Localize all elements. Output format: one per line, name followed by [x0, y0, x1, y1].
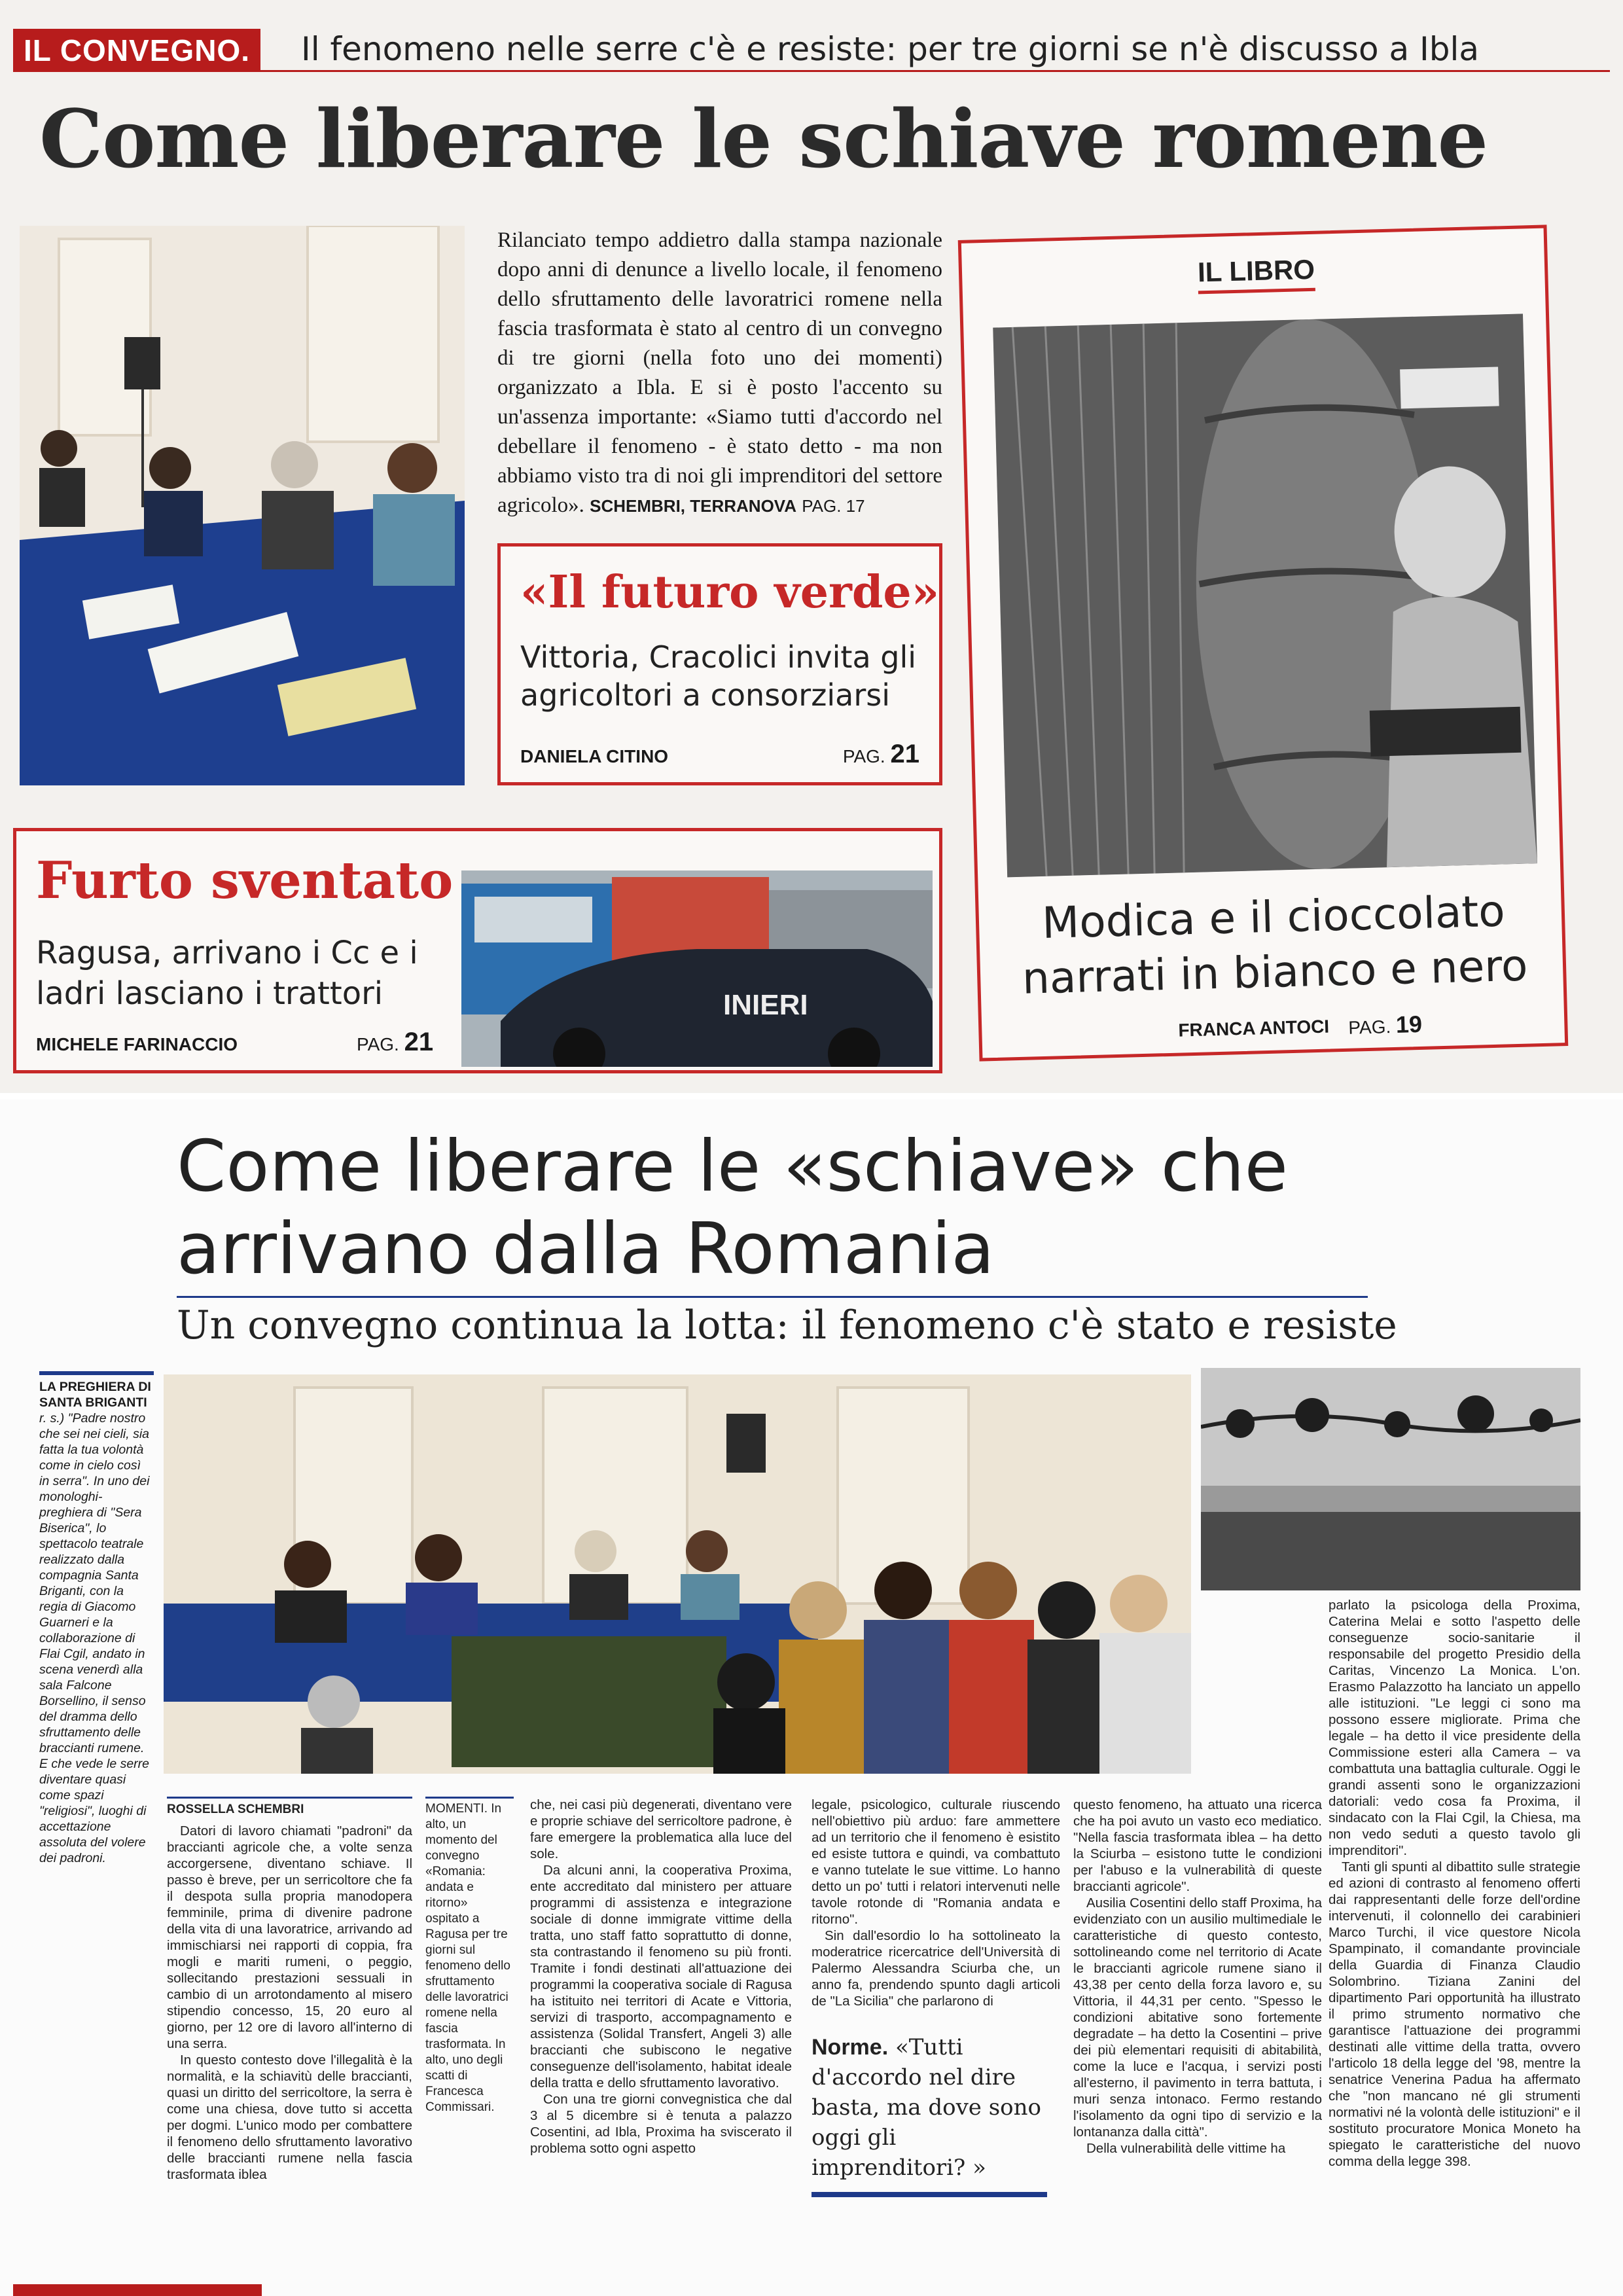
col5-paragraph-2: Tanti gli spunti al dibattito sulle strategie ed azioni di contrasto al fenomeno offerti dai rappresentanti delle forze dell'ordine intervenuti, il colonnello dei carabinieri Marco Turchi, il vice questore Nicola Spampinato, il comandante provinciale della Guardia di Finanza Claudio Solombrino. Tiziana Zanini del dipartimento Pari opportunità ha illustrato il primo strumento normativo che garantisce l'attuazione dei programmi destinati alle vittime della tratta, ovvero l'articolo 18 della legge del '98, mentre la senatrice Venerina Padua ha affermato che "non mancano né gli strumenti normativi né la volontà delle istituzioni" e il sostituto procuratore Monica Moneto ha spiegato le caratteristiche del nuovo comma della legge 398. [1329, 1859, 1580, 2169]
il-libro-box [958, 224, 1569, 1061]
article-column-3 [812, 1797, 1060, 2009]
article-column-1 [167, 1797, 412, 2183]
kicker-text: Il fenomeno nelle serre c'è e resiste: per tre giorni se n'è discusso a Ibla [301, 30, 1479, 68]
barbed-wire-photo [1201, 1368, 1580, 1590]
col3-paragraph-2: Sin dall'esordio lo ha sottolineato la moderatrice ricercatrice dell'Università di Palermo Alessandra Sciurba che, un anno fa, prendendo spunto dagli articoli de "La Sicilia" che parlarono di [812, 1928, 1060, 2009]
col4-paragraph-2: Ausilia Cosentini dello staff Proxima, ha evidenziato con un ausilio multimediale le caratteristiche di questo contesto, sottolineando come nel territorio di Acate le braccianti agricole rumene siano il 43,38 per cento della forza lavoro e, su Vittoria, il 44,31 per cento. "Spesso le condizioni abitative sono fortemente degradate – ha detto la Cosentini – prive dei più elementari requisiti di abitabilità, come la luce e l'acqua, i servizi posti all'esterno, il pavimento in terra battuta, i muri senza intonaco. Fermo restando l'isolamento da ogni tipo di servizio e la lontananza dalla città". [1073, 1895, 1322, 2140]
conference-photo [20, 226, 465, 785]
furto-title: Furto sventato [36, 851, 454, 910]
pull-quote-label: Norme. [812, 2035, 889, 2060]
furto-byline: MICHELE FARINACCIO [36, 1034, 238, 1054]
col3-paragraph-1: legale, psicologico, culturale riuscendo nell'obiettivo più arduo: fare ammettere ad un territorio che il fenomeno è esistito ed esiste tuttora e quindi, va combattuto e vanno tutelate le sue vittime. Lo hanno detto un po' tutti i relatori intervenuti nelle tavole rotonde di "Romania andata e ritorno". [812, 1797, 1060, 1927]
lead-paragraph [497, 226, 942, 521]
libro-pag-label: PAG. [1348, 1016, 1391, 1038]
top-clipping [0, 0, 1623, 1093]
lead-byline: SCHEMBRI, TERRANOVA [590, 496, 796, 516]
article-column-5 [1329, 1597, 1580, 2170]
furto-pag-num: 21 [404, 1028, 434, 1056]
futuro-title: «Il futuro verde» [520, 566, 940, 619]
kicker-bar [13, 26, 1610, 72]
futuro-subtitle: Vittoria, Cracolici invita gli agricoltori a consorziarsi [520, 639, 917, 713]
libro-label: IL LIBRO [1198, 254, 1315, 295]
col4-paragraph-1: questo fenomeno, ha attuato una ricerca che ha poi avuto un vasto eco mediatico. "Nella fascia trasformata iblea – ha detto la Sciurba – esistono tutte le condizioni per l'abuso e la vulnerabilità di queste braccianti agricole". [1073, 1797, 1322, 1894]
kicker-label: IL CONVEGNO. [13, 29, 260, 72]
furto-sventato-box [13, 828, 942, 1073]
article-title: Come liberare le «schiave» che arrivano dalla Romania [177, 1126, 1289, 1290]
futuro-byline: DANIELA CITINO [520, 746, 669, 766]
col2-paragraph-3: Con una tre giorni convegnistica che dal 3 al 5 dicembre si è tenuta a palazzo Cosentini, ad Ibla, Proxima ha sviscerato il problema sotto ogni aspetto [530, 2092, 792, 2156]
pull-quote-text: «Tutti d'accordo nel dire basta, ma dove sono oggi gli imprenditori? » [812, 2034, 1042, 2181]
futuro-verde-box [497, 543, 942, 785]
sidebar-rule [39, 1371, 154, 1375]
car-lettering: INIERI [723, 989, 808, 1021]
col2-paragraph-2: Da alcuni anni, la cooperativa Proxima, ente accreditato dal ministero per attuare programmi di assistenza e integrazione sociale di donne immigrate vittime della tratta, uno staff fatto soprattutto di donne, sta contrastando il fenomeno su più fronti. Tramite i fondi destinati all'attuazione dei programmi la cooperativa sociale di Ragusa ha istituito nei territori di Acate e Vittoria, servizi di trasporto, accompagnamento e assistenza (Solidal Transfert, Angeli 3) alle braccianti che subiscono le negative conseguenze dell'isolamento, habitat ideale della tratta e dello sfruttamento lavorativo. [530, 1863, 792, 2090]
furto-page-ref [357, 1028, 433, 1057]
sidebar-heading: LA PREGHIERA DI SANTA BRIGANTI [39, 1380, 151, 1410]
lead-text: Rilanciato tempo addietro dalla stampa nazionale dopo anni di denunce a livello locale, il fenomeno dello sfruttamento delle lavoratrici romene nella fascia trasformata è stato al centro di un convegno di tre giorni (nella foto uno dei momenti) organizzato a Ibla. E si è posto l'accento su un'assenza importante: «Siamo tutti d'accordo nel debellare il fenomeno - è stato detto - ma non abbiamo visto tra di noi gli imprenditori del settore agricolo». [497, 228, 942, 517]
futuro-pag-num: 21 [890, 740, 919, 768]
libro-pag-num: 19 [1395, 1010, 1423, 1038]
conference-room-photo [164, 1374, 1191, 1774]
article-byline: ROSSELLA SCHEMBRI [167, 1797, 412, 1818]
photo-caption: MOMENTI. In alto, un momento del convegno «Romania: andata e ritorno» ospitato a Ragusa per tre giorni sul fenomeno dello sfruttamento delle lavoratrici romene nella fascia trasformata. In alto, uno degli scatti di Francesca Commissari. [425, 1797, 514, 2115]
article-column-4 [1073, 1797, 1322, 2157]
title-rule [177, 1296, 1368, 1298]
col2-paragraph-1: che, nei casi più degenerati, diventano vere e proprie schiave del serricoltore padrone, è fare emergere la problematica alla luce del sole. [530, 1797, 792, 1861]
futuro-page-ref [843, 740, 919, 769]
article-subtitle: Un convegno continua la lotta: il fenomeno c'è stato e resiste [177, 1302, 1397, 1348]
barrel-girl-photo [993, 314, 1537, 877]
red-corner-mark [13, 2284, 262, 2296]
col4-paragraph-3: Della vulnerabilità delle vittime ha [1086, 2141, 1286, 2156]
futuro-pag-label: PAG. [842, 746, 885, 766]
libro-page-ref [1348, 1011, 1423, 1040]
libro-byline: FRANCA ANTOCI [1178, 1016, 1330, 1041]
col5-paragraph-1: parlato la psicologa della Proxima, Caterina Melai e sotto l'aspetto delle conseguenze socio-sanitarie il responsabile del progetto Presidio della Caritas, Vincenzo La Monica. L'on. Erasmo Palazzotto ha lanciato un appello alle istituzioni. "Le leggi ci sono ma possono essere migliorate. Prima che legale – ha detto il vice presidente della Commissione esteri alla Camera – va combattuta una battaglia culturale. Oggi le grandi assenti sono le organizzazioni datoriali: vedo cosa fa Proxima, il sindacato con la Flai Cgil, la Chiesa, ma non vedo seduti a questo tavolo gli imprenditori". [1329, 1598, 1580, 1858]
pull-quote [812, 2032, 1047, 2197]
col1-paragraph-2: In questo contesto dove l'illegalità è la normalità, e la schiavitù delle braccianti, quasi un diritto del serricoltore, la serra è come una chiesa, dove tutto si accetta per dogmi. L'unico modo per combattere il fenomeno dello sfruttamento lavorativo delle braccianti rumene nella fascia trasformata iblea [167, 2053, 412, 2182]
libro-caption: Modica e il cioccolato narrati in bianco e nero [1022, 886, 1529, 1004]
article-column-2 [530, 1797, 792, 2157]
col1-paragraph-1: Datori di lavoro chiamati "padroni" da braccianti agricole che, a volte senza accorgersene, diventano schiave. Il passo è breve, per un serricoltore che fa il despota sulla propria manodopera femminile, prima di divenire padrone della vita di una lavoratrice, arrivando ad immischiarsi nei rapporti di coppia, fra mogli e mariti rumeni, o peggio, sollecitando prestazioni sessuali in cambio di un arrotondamento al misero stipendio concesso, 15, 20 euro al giorno, per 12 ore di lavoro all'interno di una serra. [167, 1823, 412, 2051]
police-car-photo [461, 870, 933, 1067]
sidebar-preghiera [39, 1371, 154, 1866]
headline: Come liberare le schiave romene [39, 92, 1488, 186]
furto-subtitle: Ragusa, arrivano i Cc e i ladri lasciano i trattori [36, 935, 418, 1012]
sidebar-body: r. s.) "Padre nostro che sei nei cieli, sia fatta la tua volontà come in cielo così in serra". In uno dei monologhi-preghiera di "Sera Biserica", lo spettacolo teatrale realizzato dalla compagnia Santa Briganti, con la regia di Giacomo Guarneri e la collaborazione di Flai Cgil, andato in scena venerdì alla sala Falcone Borsellino, il senso del dramma dello sfruttamento delle braccianti rumene. E che vede le serre diventare quasi come spazi "religiosi", luoghi di accettazione assoluta del volere dei padroni. [39, 1411, 150, 1865]
bottom-clipping [0, 1100, 1623, 2296]
furto-pag-label: PAG. [357, 1034, 399, 1054]
lead-page-ref: PAG. 17 [802, 496, 865, 516]
